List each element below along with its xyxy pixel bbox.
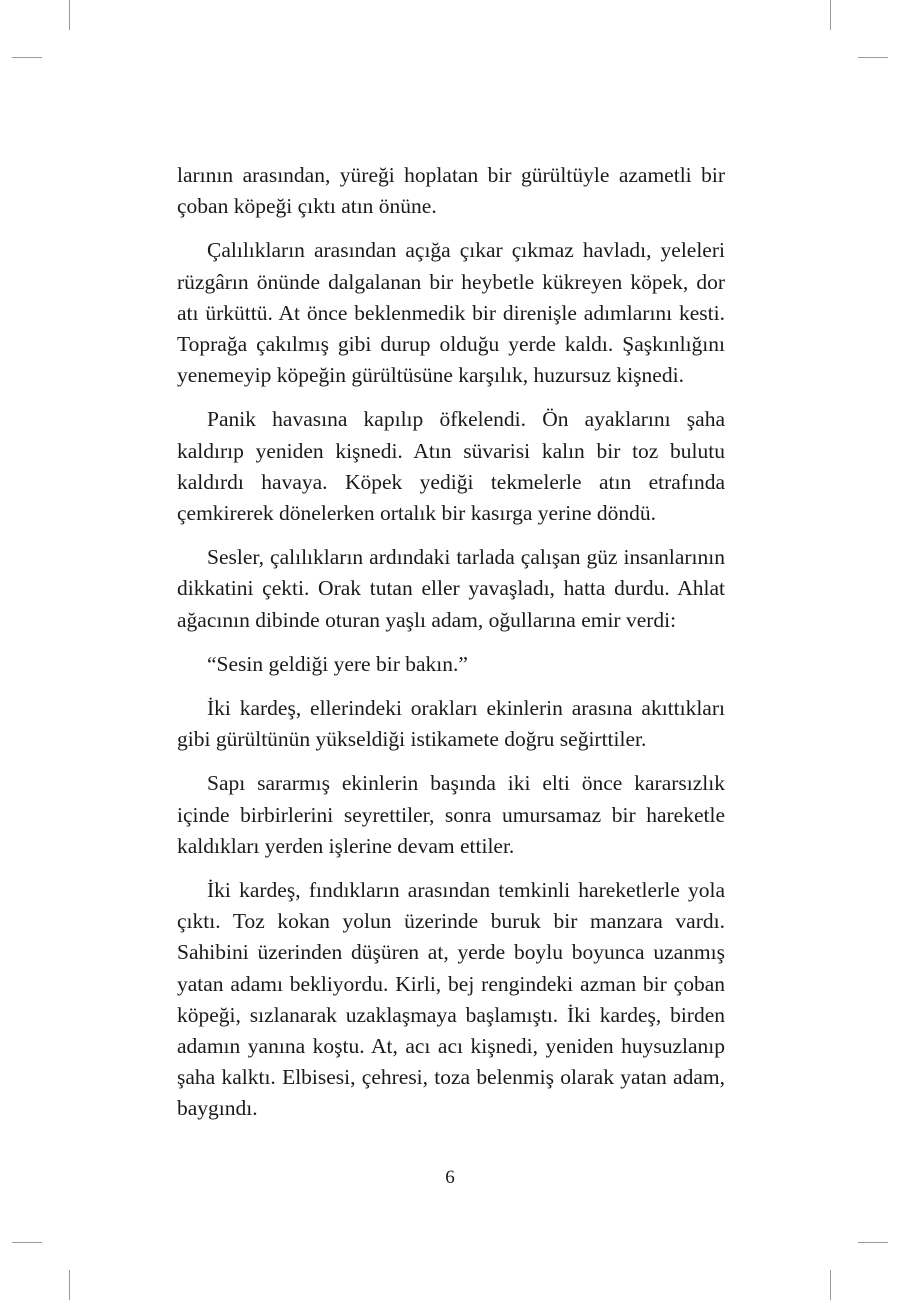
- crop-mark-top-left-vertical: [69, 0, 70, 30]
- crop-mark-bottom-left-vertical: [69, 1270, 70, 1300]
- paragraph-6: İki kardeş, ellerindeki orakları ekinlerin arasına akıttıkları gibi gürültünün yükseldiği istikamete doğru seğirttiler.: [177, 696, 725, 752]
- page-body: [177, 160, 725, 1138]
- paragraph-5: “Sesin geldiği yere bir bakın.”: [207, 651, 468, 676]
- paragraph-1: larının arasından, yüreği hoplatan bir gürültüyle azametli bir çoban köpeği çıktı atın önüne.: [177, 163, 725, 219]
- crop-mark-top-right-horizontal: [858, 57, 888, 58]
- crop-mark-bottom-right-horizontal: [858, 1242, 888, 1243]
- page-number: 6: [445, 1167, 455, 1188]
- crop-mark-top-left-horizontal: [12, 57, 42, 58]
- paragraph-8: İki kardeş, fındıkların arasından temkinli hareketlerle yola çıktı. Toz kokan yolun üzerinde buruk bir manzara vardı. Sahibini üzerinden düşüren at, yerde boylu boyunca uzanmış yatan adamı bekliyordu. Kirli, bej rengindeki azman bir çoban köpeği, sızlanarak uzaklaşmaya başlamıştı. İki kardeş, birden adamın yanına koştu. At, acı acı kişnedi, yeniden huysuzlanıp şaha kalktı. Elbisesi, çehresi, toza belenmiş olarak yatan adam, baygındı.: [177, 878, 725, 1121]
- crop-mark-bottom-left-horizontal: [12, 1242, 42, 1243]
- crop-mark-bottom-right-vertical: [830, 1270, 831, 1300]
- paragraph-3: Panik havasına kapılıp öfkelendi. Ön ayaklarını şaha kaldırıp yeniden kişnedi. Atın süvarisi kalın bir toz bulutu kaldırdı havaya. Köpek yediği tekmelerle atın etrafında çemkirerek dönelerken ortalık bir kasırga yerine döndü.: [177, 407, 725, 526]
- paragraph-2: Çalılıkların arasından açığa çıkar çıkmaz havladı, yeleleri rüzgârın önünde dalgalanan bir heybetle kükreyen köpek, dor atı ürküttü. At önce beklenmedik bir direnişle adımlarını kesti. Toprağa çakılmış gibi durup olduğu yerde kaldı. Şaşkınlığını yenemeyip köpeğin gürültüsüne karşılık, huzursuz kişnedi.: [177, 238, 725, 388]
- paragraph-4: Sesler, çalılıkların ardındaki tarlada çalışan güz insanlarının dikkatini çekti. Orak tutan eller yavaşladı, hatta durdu. Ahlat ağacının dibinde oturan yaşlı adam, oğullarına emir verdi:: [177, 545, 725, 632]
- crop-mark-top-right-vertical: [830, 0, 831, 30]
- paragraph-7: Sapı sararmış ekinlerin başında iki elti önce kararsızlık içinde birbirlerini seyrettiler, sonra umursamaz bir hareketle kaldıkları yerden işlerine devam ettiler.: [177, 771, 725, 858]
